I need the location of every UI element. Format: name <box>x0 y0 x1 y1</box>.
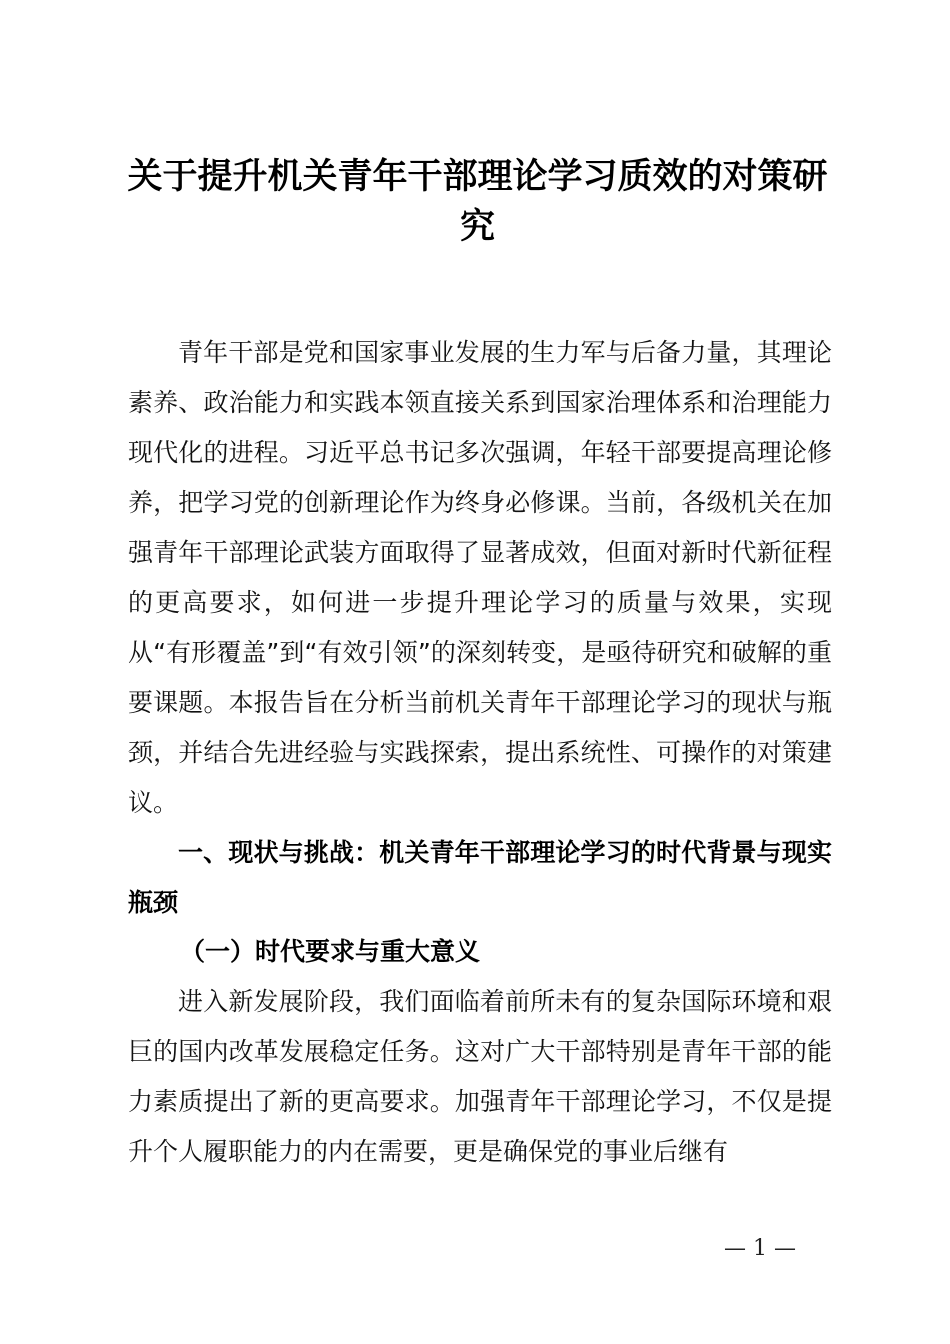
page-number: — 1 — <box>724 1236 796 1261</box>
subsection-paragraph: 进入新发展阶段，我们面临着前所未有的复杂国际环境和艰巨的国内改革发展稳定任务。这对广大干部特别是青年干部的能力素质提出了新的更高要求。加强青年干部理论学习，不仅是提升个人履职能力的内在需要，更是确保党的事业后继有 <box>128 987 832 1166</box>
document-title: 关于提升机关青年干部理论学习质效的对策研究 <box>127 157 828 247</box>
section-heading: 一、现状与挑战：机关青年干部理论学习的时代背景与现实瓶颈 <box>128 838 832 917</box>
subsection-heading: （一）时代要求与重大意义 <box>180 937 481 966</box>
intro-paragraph: 青年干部是党和国家事业发展的生力军与后备力量，其理论素养、政治能力和实践本领直接关系到国家治理体系和治理能力现代化的进程。习近平总书记多次强调，年轻干部要提高理论修养，把学习党的创新理论作为终身必修课。当前，各级机关在加强青年干部理论武装方面取得了显著成效，但面对新时代新征程的更高要求，如何进一步提升理论学习的质量与效果，实现从“有形覆盖”到“有效引领”的深刻转变，是亟待研究和破解的重要课题。本报告旨在分析当前机关青年干部理论学习的现状与瓶颈，并结合先进经验与实践探索，提出系统性、可操作的对策建议。 <box>128 338 832 817</box>
